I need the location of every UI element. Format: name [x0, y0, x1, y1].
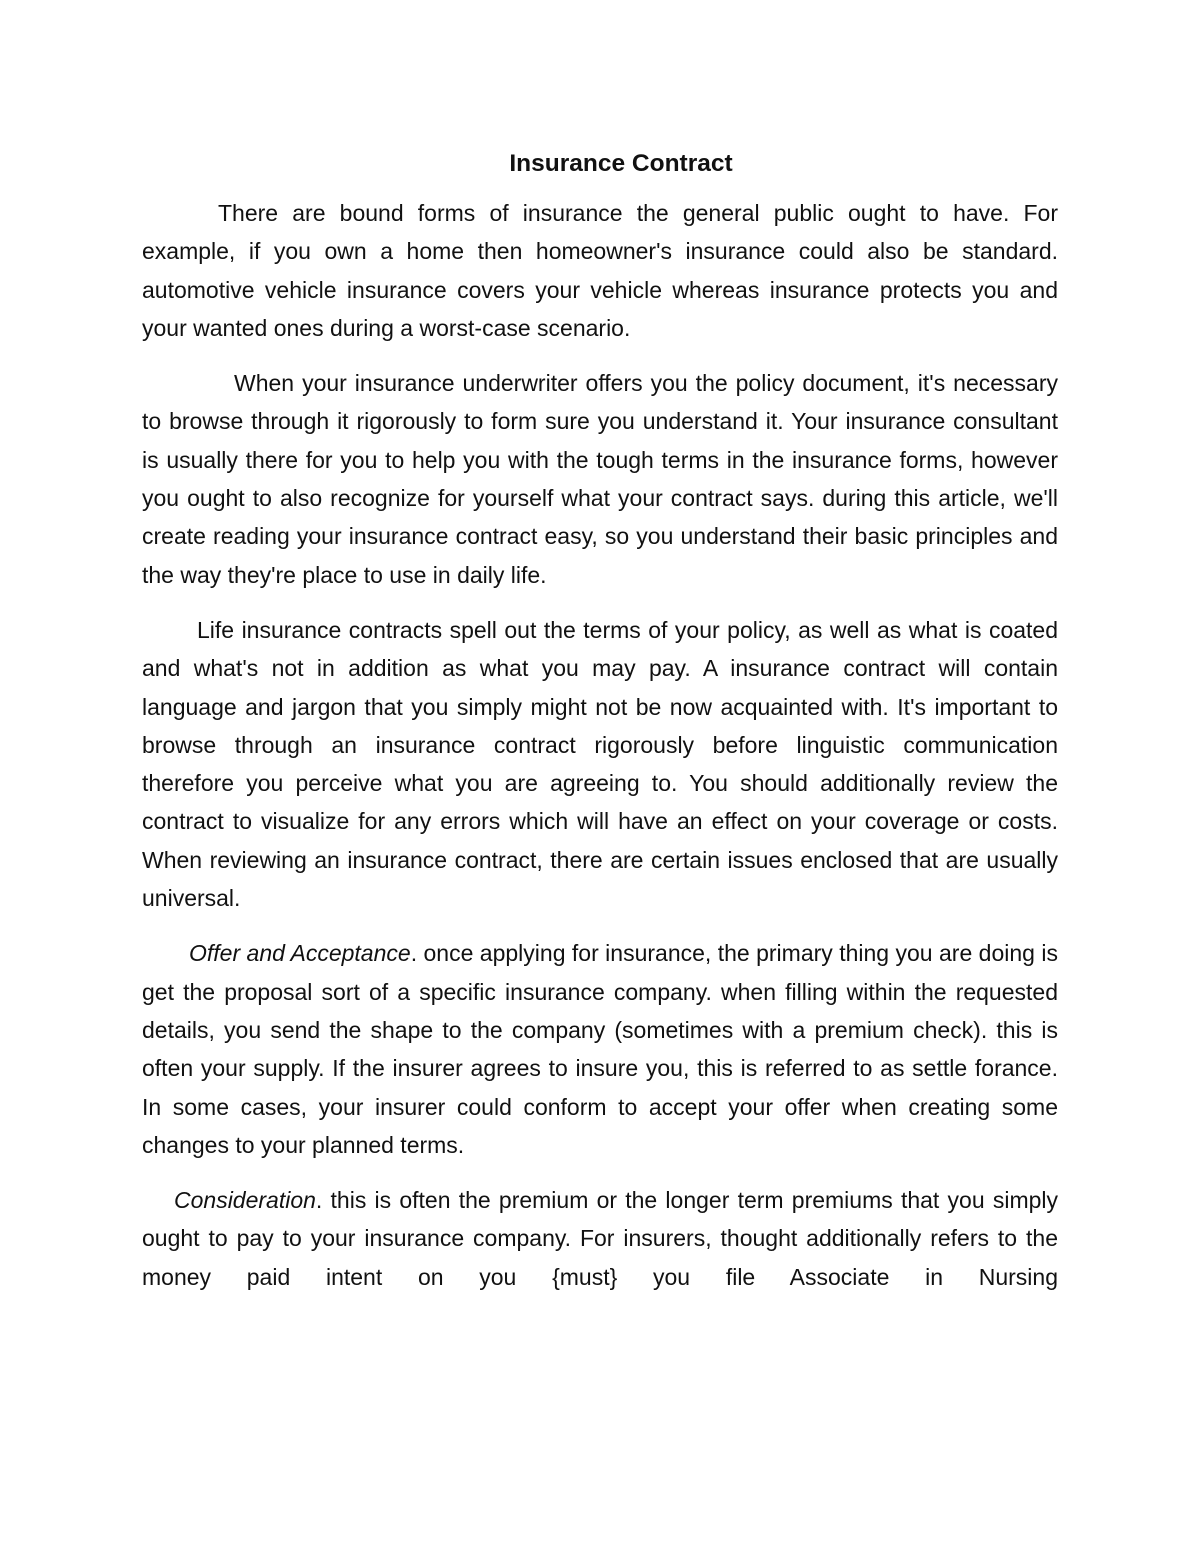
- document-title: Insurance Contract: [509, 150, 733, 177]
- paragraph-4-body: . once applying for insurance, the primary thing you are doing is get the proposal sort of a specific insurance company. when filling within the requested details, you send the shape to the company (sometimes with a premium check). this is often your supply. If the insurer agrees to insure you, this is referred to as settle forance. In some cases, your insurer could conform to accept your offer when creating some changes to your planned terms.: [142, 940, 1058, 1158]
- paragraph-4: [142, 934, 1058, 1164]
- paragraph-5-term: Consideration: [174, 1187, 316, 1214]
- paragraph-5: [142, 1181, 1058, 1296]
- paragraph-1: There are bound forms of insurance the general public ought to have. For example, if you own a home then homeowner's insurance could also be standard. automotive vehicle insurance covers your vehicle whereas insurance protects you and your wanted ones during a worst-case scenario.: [142, 200, 1058, 341]
- paragraph-5-body: . this is often the premium or the longer term premiums that you simply ought to pay to your insurance company. For insurers, thought additionally refers to the money paid intent on you {must} you file Associate in Nursing: [142, 1187, 1058, 1290]
- document-body: [142, 145, 1058, 1313]
- paragraph-4-term: Offer and Acceptance: [189, 940, 411, 967]
- paragraph-3: Life insurance contracts spell out the terms of your policy, as well as what is coated and what's not in addition as what you may pay. A insurance contract will contain language and jargon that you simply might not be now acquainted with. It's important to browse through an insurance contract rigorously before linguistic communication therefore you perceive what you are agreeing to. You should additionally review the contract to visualize for any errors which will have an effect on your coverage or costs. When reviewing an insurance contract, there are certain issues enclosed that are usually universal.: [142, 616, 1058, 912]
- paragraph-2: When your insurance underwriter offers you the policy document, it's necessary to browse through it rigorously to form sure you understand it. Your insurance consultant is usually there for you to help you with the tough terms in the insurance forms, however you ought to also recognize for yourself what your contract says. during this article, we'll create reading your insurance contract easy, so you understand their basic principles and the way they're place to use in daily life.: [142, 370, 1058, 588]
